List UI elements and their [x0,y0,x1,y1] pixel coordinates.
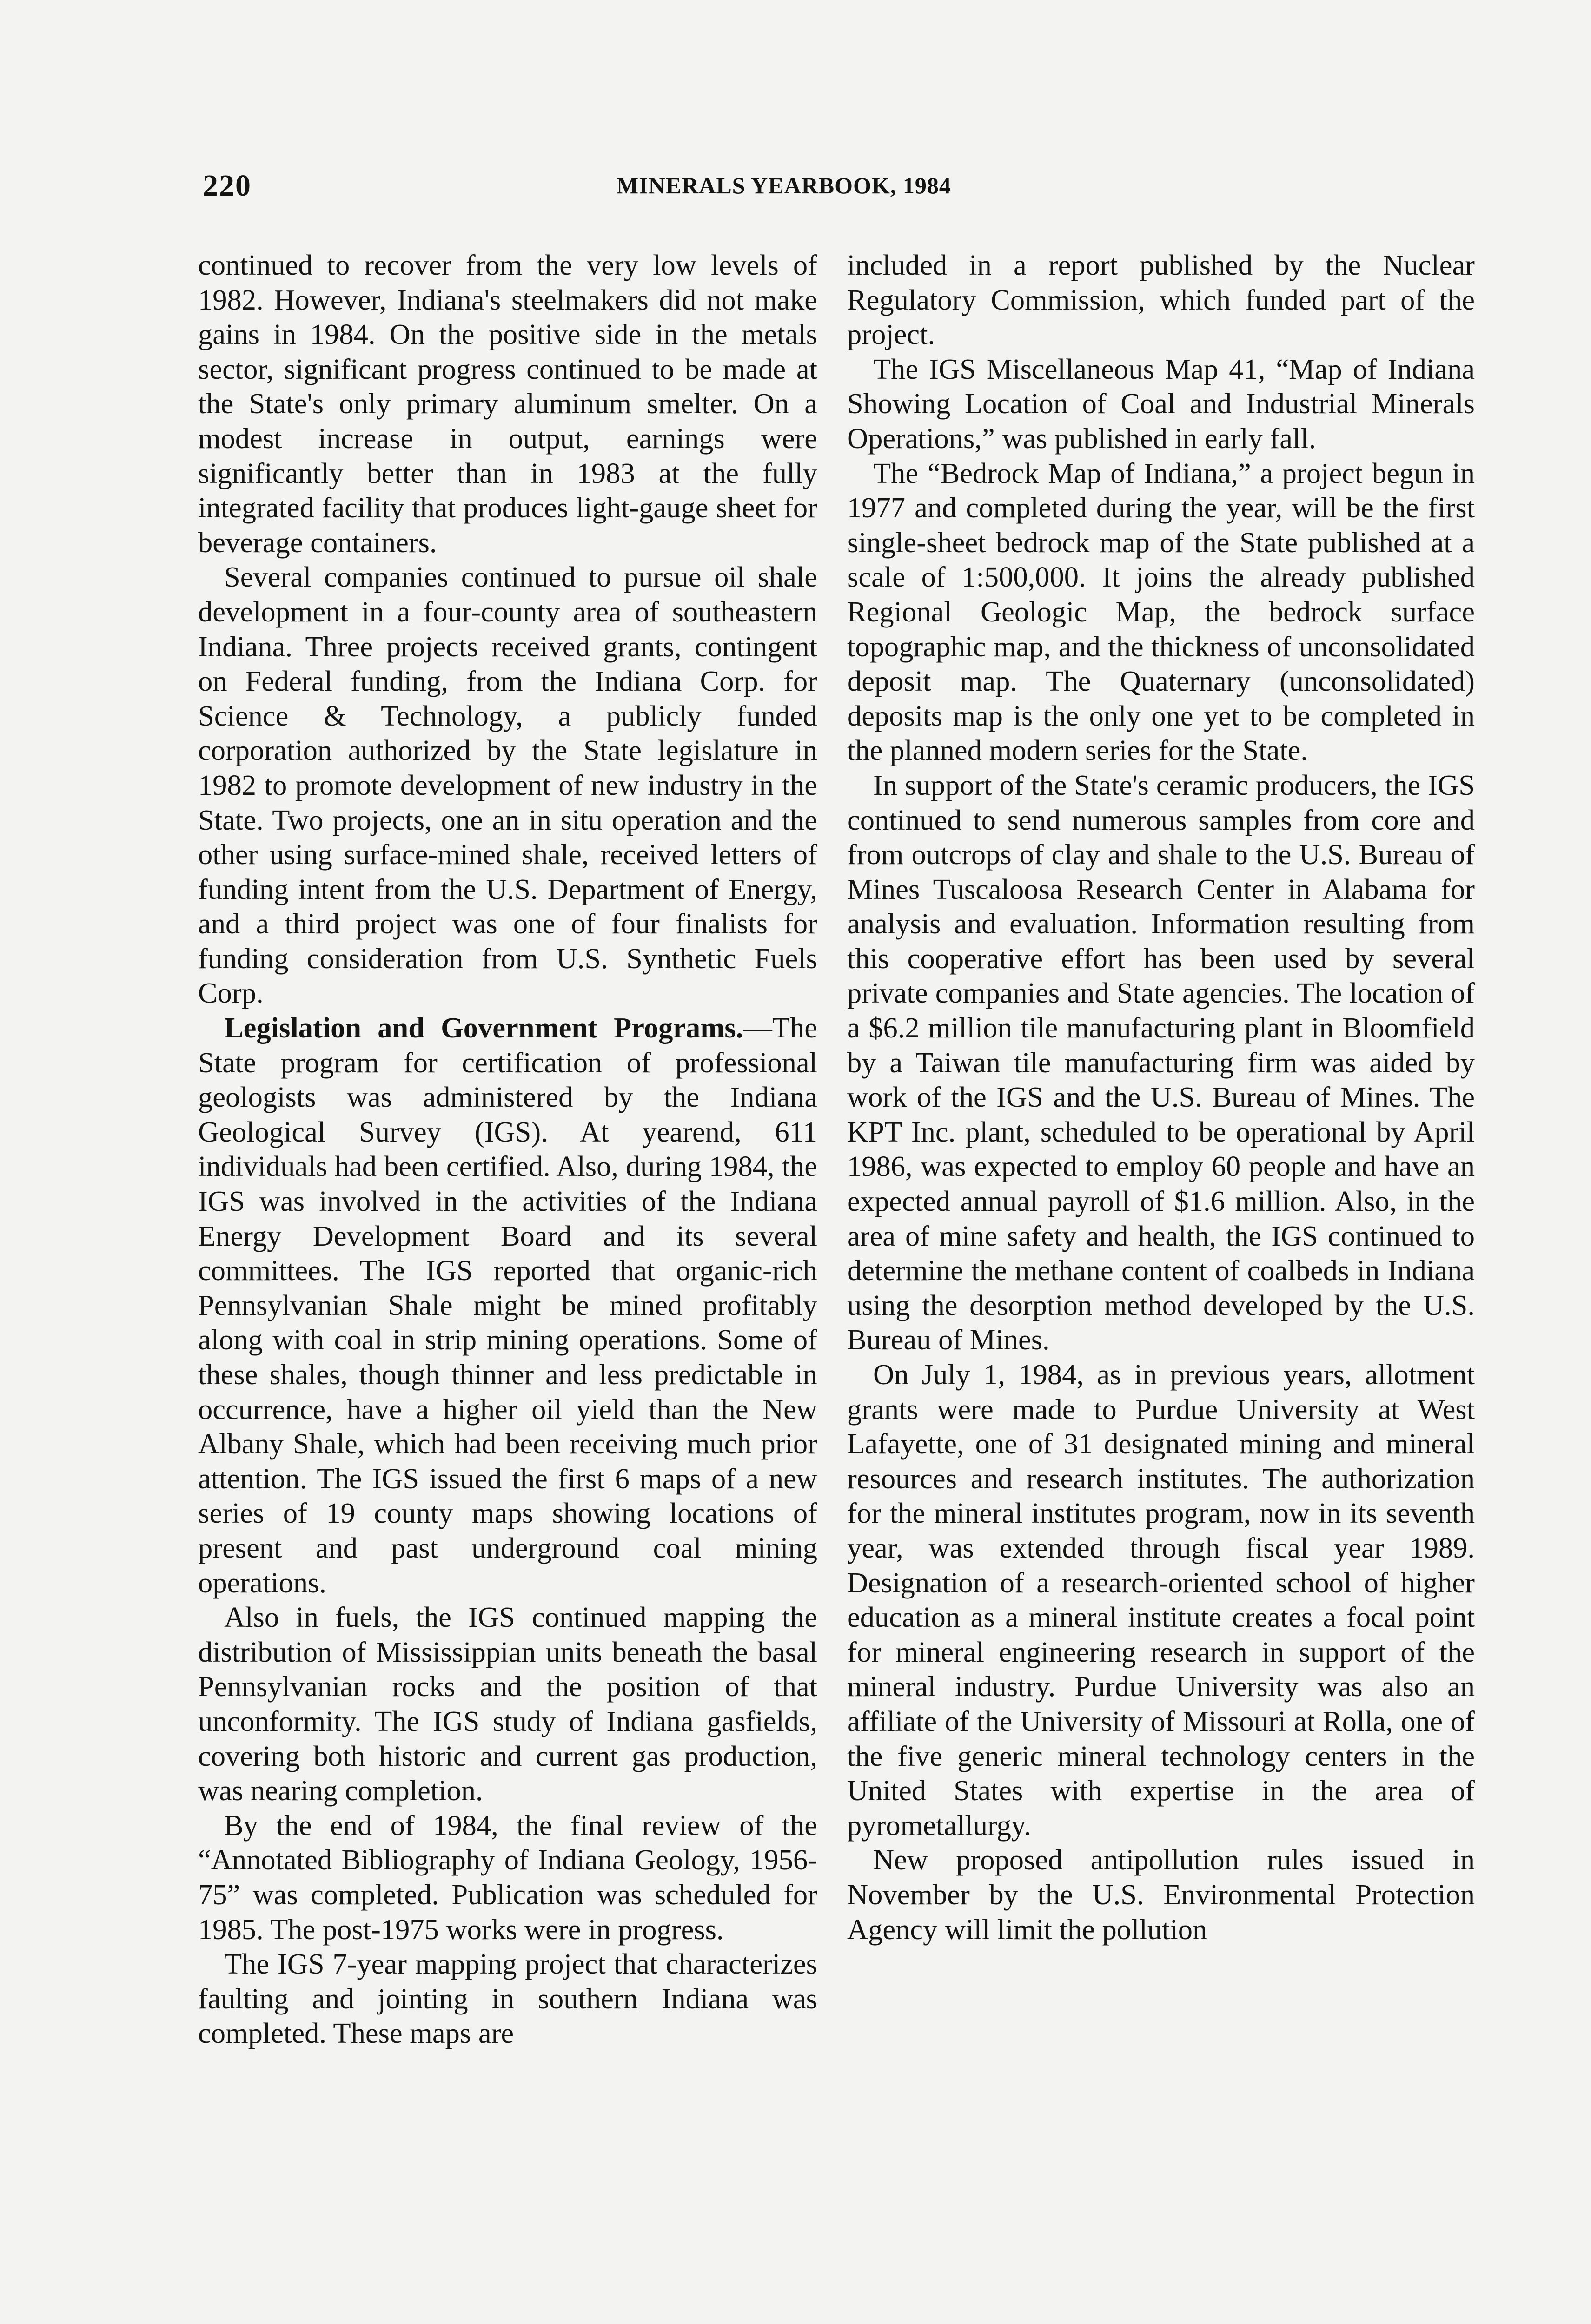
section-heading: Legislation and Government Programs. [224,1011,743,1044]
paragraph: The IGS 7-year mapping project that characterizes faulting and jointing in southern Indiana was completed. These maps are [198,1948,817,2050]
paragraph: In support of the State's ceramic producers, the IGS continued to send numerous samples from core and from outcrops of clay and shale to the U.S. Bureau of Mines Tuscaloosa Research Center in Alabama for analysis and evaluation. Information resulting from this cooperative effort has been used by several private companies and State agencies. The location of a $6.2 million tile manufacturing plant in Bloomfield by a Taiwan tile manufacturing firm was aided by work of the IGS and the U.S. Bureau of Mines. The KPT Inc. plant, scheduled to be operational by April 1986, was expected to employ 60 people and have an expected annual payroll of $1.6 million. Also, in the area of mine safety and health, the IGS continued to determine the methane content of coalbeds in Indiana using the desorption method developed by the U.S. Bureau of Mines. [847,768,1475,1356]
paragraph: Several companies continued to pursue oil shale development in a four-county area of southeastern Indiana. Three projects received grants, contingent on Federal funding, from the Indiana Corp. for Science & Technology, a publicly funded corporation authorized by the State legislature in 1982 to promote development of new industry in the State. Two projects, one an in situ operation and the other using surface-mined shale, received letters of funding intent from the U.S. Department of Energy, and a third project was one of four finalists for funding consideration from U.S. Synthetic Fuels Corp. [198,561,817,1010]
paragraph: continued to recover from the very low levels of 1982. However, Indiana's steelmakers did not make gains in 1984. On the positive side in the metals sector, significant progress continued to be made at the State's only primary aluminum smelter. On a modest increase in output, earnings were significantly better than in 1983 at the fully integrated facility that produces light-gauge sheet for beverage containers. [198,249,817,559]
paragraph-legislation [198,1010,817,1600]
paragraph: New proposed antipollution rules issued in November by the U.S. Environmental Protection Agency will limit the pollution [847,1843,1475,1946]
paragraph-body: —The State program for certification of professional geologists was administered by the Indiana Geological Survey (IGS). At yearend, 611 individuals had been certified. Also, during 1984, the IGS was involved in the activities of the Indiana Energy Development Board and its several committees. The IGS reported that organic-rich Pennsylvanian Shale might be mined profitably along with coal in strip mining operations. Some of these shales, though thinner and less predictable in occurrence, have a higher oil yield than the New Albany Shale, which had been receiving much prior attention. The IGS issued the first 6 maps of a new series of 19 county maps showing locations of present and past underground coal mining operations. [198,1011,817,1599]
right-column [847,248,1475,1947]
paragraph: On July 1, 1984, as in previous years, allotment grants were made to Purdue University at West Lafayette, one of 31 designated mining and mineral resources and research institutes. The authorization for the mineral institutes program, now in its seventh year, was extended through fiscal year 1989. Designation of a research-oriented school of higher education as a mineral institute creates a focal point for mineral engineering research in support of the mineral industry. Purdue University was also an affiliate of the University of Missouri at Rolla, one of the five generic mineral technology centers in the United States with expertise in the area of pyrometallurgy. [847,1358,1475,1842]
page-number: 220 [203,169,252,203]
paragraph: By the end of 1984, the final review of the “Annotated Bibliography of Indiana Geology, 1956-75” was completed. Publication was scheduled for 1985. The post-1975 works were in progress. [198,1809,817,1946]
running-head: MINERALS YEARBOOK, 1984 [617,172,951,198]
paragraph: included in a report published by the Nuclear Regulatory Commission, which funded part of the project. [847,249,1475,351]
page-header [203,168,1114,205]
left-column [198,248,817,2051]
paragraph: The IGS Miscellaneous Map 41, “Map of Indiana Showing Location of Coal and Industrial Minerals Operations,” was published in early fall. [847,352,1475,455]
paragraph: Also in fuels, the IGS continued mapping the distribution of Mississippian units beneath the basal Pennsylvanian rocks and the position of that unconformity. The IGS study of Indiana gasfields, covering both historic and current gas production, was nearing completion. [198,1601,817,1807]
paragraph: The “Bedrock Map of Indiana,” a project begun in 1977 and completed during the year, will be the first single-sheet bedrock map of the State published at a scale of 1:500,000. It joins the already published Regional Geologic Map, the bedrock surface topographic map, and the thickness of unconsolidated deposit map. The Quaternary (unconsolidated) deposits map is the only one yet to be completed in the planned modern series for the State. [847,456,1475,767]
